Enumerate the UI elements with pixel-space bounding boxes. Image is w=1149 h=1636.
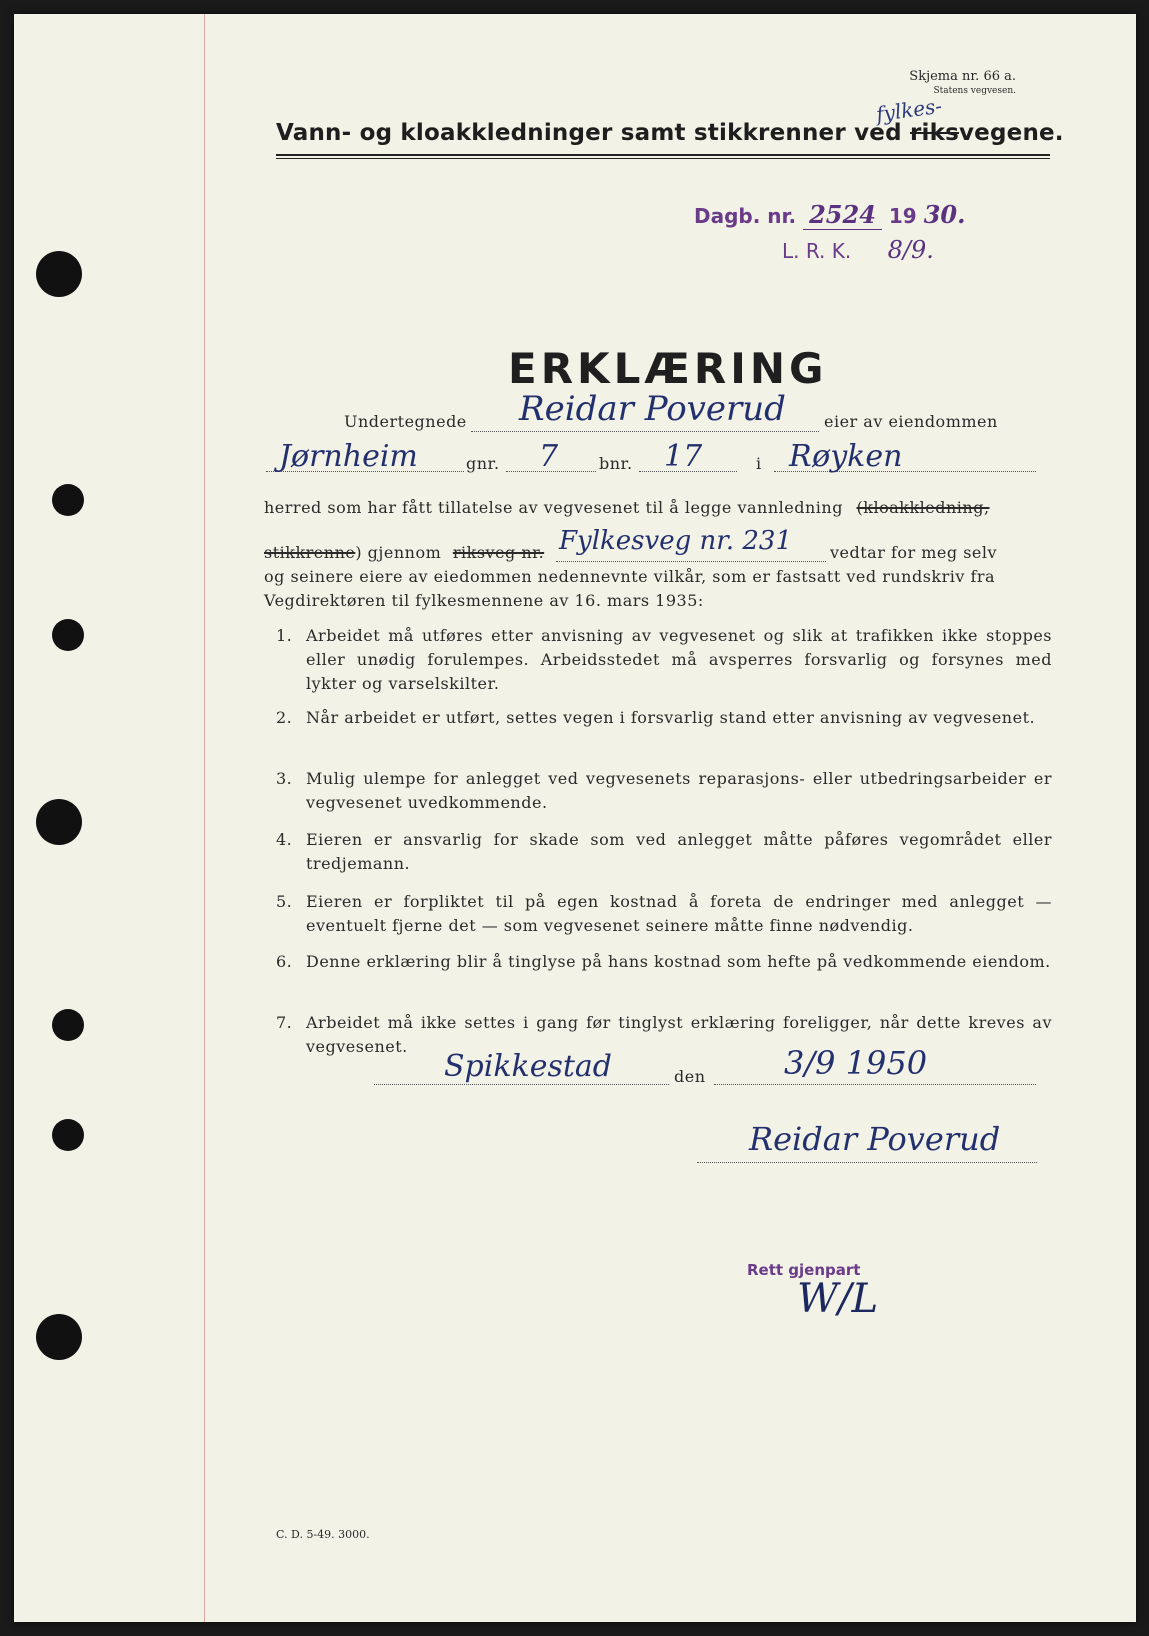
condition-item <box>276 890 1056 938</box>
heading-struck: riks <box>909 120 959 146</box>
body-text: ) gjennom <box>355 543 442 562</box>
journal-stamp-line2 <box>782 236 934 264</box>
handwritten-insert: fylkes- <box>874 93 944 127</box>
owner-name-handwritten: Reidar Poverud <box>519 389 786 429</box>
property-name-handwritten: Jørnheim <box>279 439 418 474</box>
condition-text: Eieren er forpliktet til på egen kostnad å foreta de endringer med anlegget — eventuelt fjerne det — som vegvesenet seinere måtte finne nødvendig. <box>306 892 1052 935</box>
i-label: i <box>756 454 762 473</box>
punch-hole <box>52 484 84 516</box>
punch-hole <box>52 619 84 651</box>
signature-handwritten: Reidar Poverud <box>749 1120 1001 1158</box>
bnr-value: 17 <box>664 439 703 474</box>
stamp-number: 2524 <box>803 200 882 230</box>
condition-text: Denne erklæring blir å tinglyse på hans kostnad som hefte på vedkommende eiendom. <box>306 952 1051 971</box>
punch-hole <box>36 1314 82 1360</box>
punch-hole <box>52 1009 84 1041</box>
heading-rule <box>276 154 1050 156</box>
punch-hole <box>36 799 82 845</box>
date-handwritten: 3/9 1950 <box>784 1044 928 1082</box>
gnr-value: 7 <box>539 439 559 474</box>
stamp-label: 19 <box>888 204 917 228</box>
place-handwritten: Spikkestad <box>444 1049 613 1084</box>
condition-number: 7. <box>276 1013 293 1032</box>
condition-number: 2. <box>276 708 293 727</box>
condition-number: 6. <box>276 952 293 971</box>
condition-item <box>276 950 1056 998</box>
condition-number: 4. <box>276 830 293 849</box>
signature-line <box>697 1161 1037 1163</box>
struck-text: stikkrenne <box>264 543 356 562</box>
heading-text: Vann- og kloakkledninger samt stikkrenner ved <box>276 120 910 146</box>
date-field-line <box>714 1083 1036 1085</box>
body-text: herred som har fått tillatelse av vegvesenet til å legge vannledning <box>264 498 843 517</box>
struck-text: (kloakkledning, <box>856 498 990 517</box>
body-text: vedtar for meg selv <box>830 543 998 562</box>
condition-number: 3. <box>276 769 293 788</box>
schema-line: Skjema nr. 66 a. <box>909 69 1016 84</box>
condition-text: Eieren er ansvarlig for skade som ved anlegget måtte påføres vegområdet eller tredjemann. <box>306 830 1052 873</box>
heading-text-end: vegene. <box>958 120 1064 146</box>
journal-stamp <box>694 200 965 229</box>
condition-item <box>276 767 1056 815</box>
condition-item <box>276 624 1056 696</box>
condition-text: Arbeidet må utføres etter anvisning av vegvesenet og slik at trafikken ikke stoppes eller unødig forulempes. Arbeidsstedet må avsperres forsvarlig og forsynes med lykter og varselskilter. <box>306 626 1052 693</box>
bnr-label: bnr. <box>599 454 633 473</box>
condition-number: 1. <box>276 626 293 645</box>
form-heading <box>276 120 1064 146</box>
gnr-label: gnr. <box>466 454 500 473</box>
punch-hole <box>36 251 82 297</box>
undertegnede-label: Undertegnede <box>344 412 467 431</box>
print-code: C. D. 5-49. 3000. <box>276 1528 370 1541</box>
heading-rule <box>276 158 1050 159</box>
road-number-handwritten: Fylkesveg nr. 231 <box>559 526 792 556</box>
document-page <box>14 14 1136 1622</box>
struck-text: riksveg nr. <box>452 543 545 562</box>
document-title: ERKLÆRING <box>508 344 828 393</box>
name-field-line <box>471 430 819 432</box>
condition-number: 5. <box>276 892 293 911</box>
herred-value: Røyken <box>789 439 903 474</box>
stamp-label: Dagb. nr. <box>694 204 797 228</box>
condition-text: Når arbeidet er utført, settes vegen i forsvarlig stand etter anvisning av vegvesenet. <box>306 708 1036 727</box>
initials-handwritten: W/L <box>797 1276 879 1322</box>
copy-stamp: Rett gjenpart <box>747 1261 861 1279</box>
body-line: og seinere eiere av eiedommen nedennevnte vilkår, som er fastsatt ved rundskriv fra <box>264 567 996 586</box>
condition-text: Mulig ulempe for anlegget ved vegvesenets reparasjons- eller utbedringsarbeider er vegvesenet uvedkommende. <box>306 769 1052 812</box>
stamp-year: 30. <box>923 200 966 229</box>
body-line <box>264 498 990 517</box>
condition-text: Arbeidet må ikke settes i gang før tinglyst erklæring foreligger, når dette kreves av vegvesenet. <box>306 1013 1052 1056</box>
den-label: den <box>674 1067 706 1086</box>
schema-number <box>909 70 1016 98</box>
body-line <box>264 543 544 562</box>
condition-item <box>276 706 1056 754</box>
margin-line <box>204 14 205 1622</box>
condition-item <box>276 1011 1056 1059</box>
punch-hole <box>52 1119 84 1151</box>
eier-label: eier av eiendommen <box>824 412 998 431</box>
stamp-date: 8/9. <box>887 236 934 264</box>
road-field-line <box>556 560 826 562</box>
condition-item <box>276 828 1056 876</box>
body-line: Vegdirektøren til fylkesmennene av 16. mars 1935: <box>264 591 704 610</box>
stamp-label: L. R. K. <box>782 239 852 263</box>
schema-agency: Statens vegvesen. <box>933 86 1016 96</box>
